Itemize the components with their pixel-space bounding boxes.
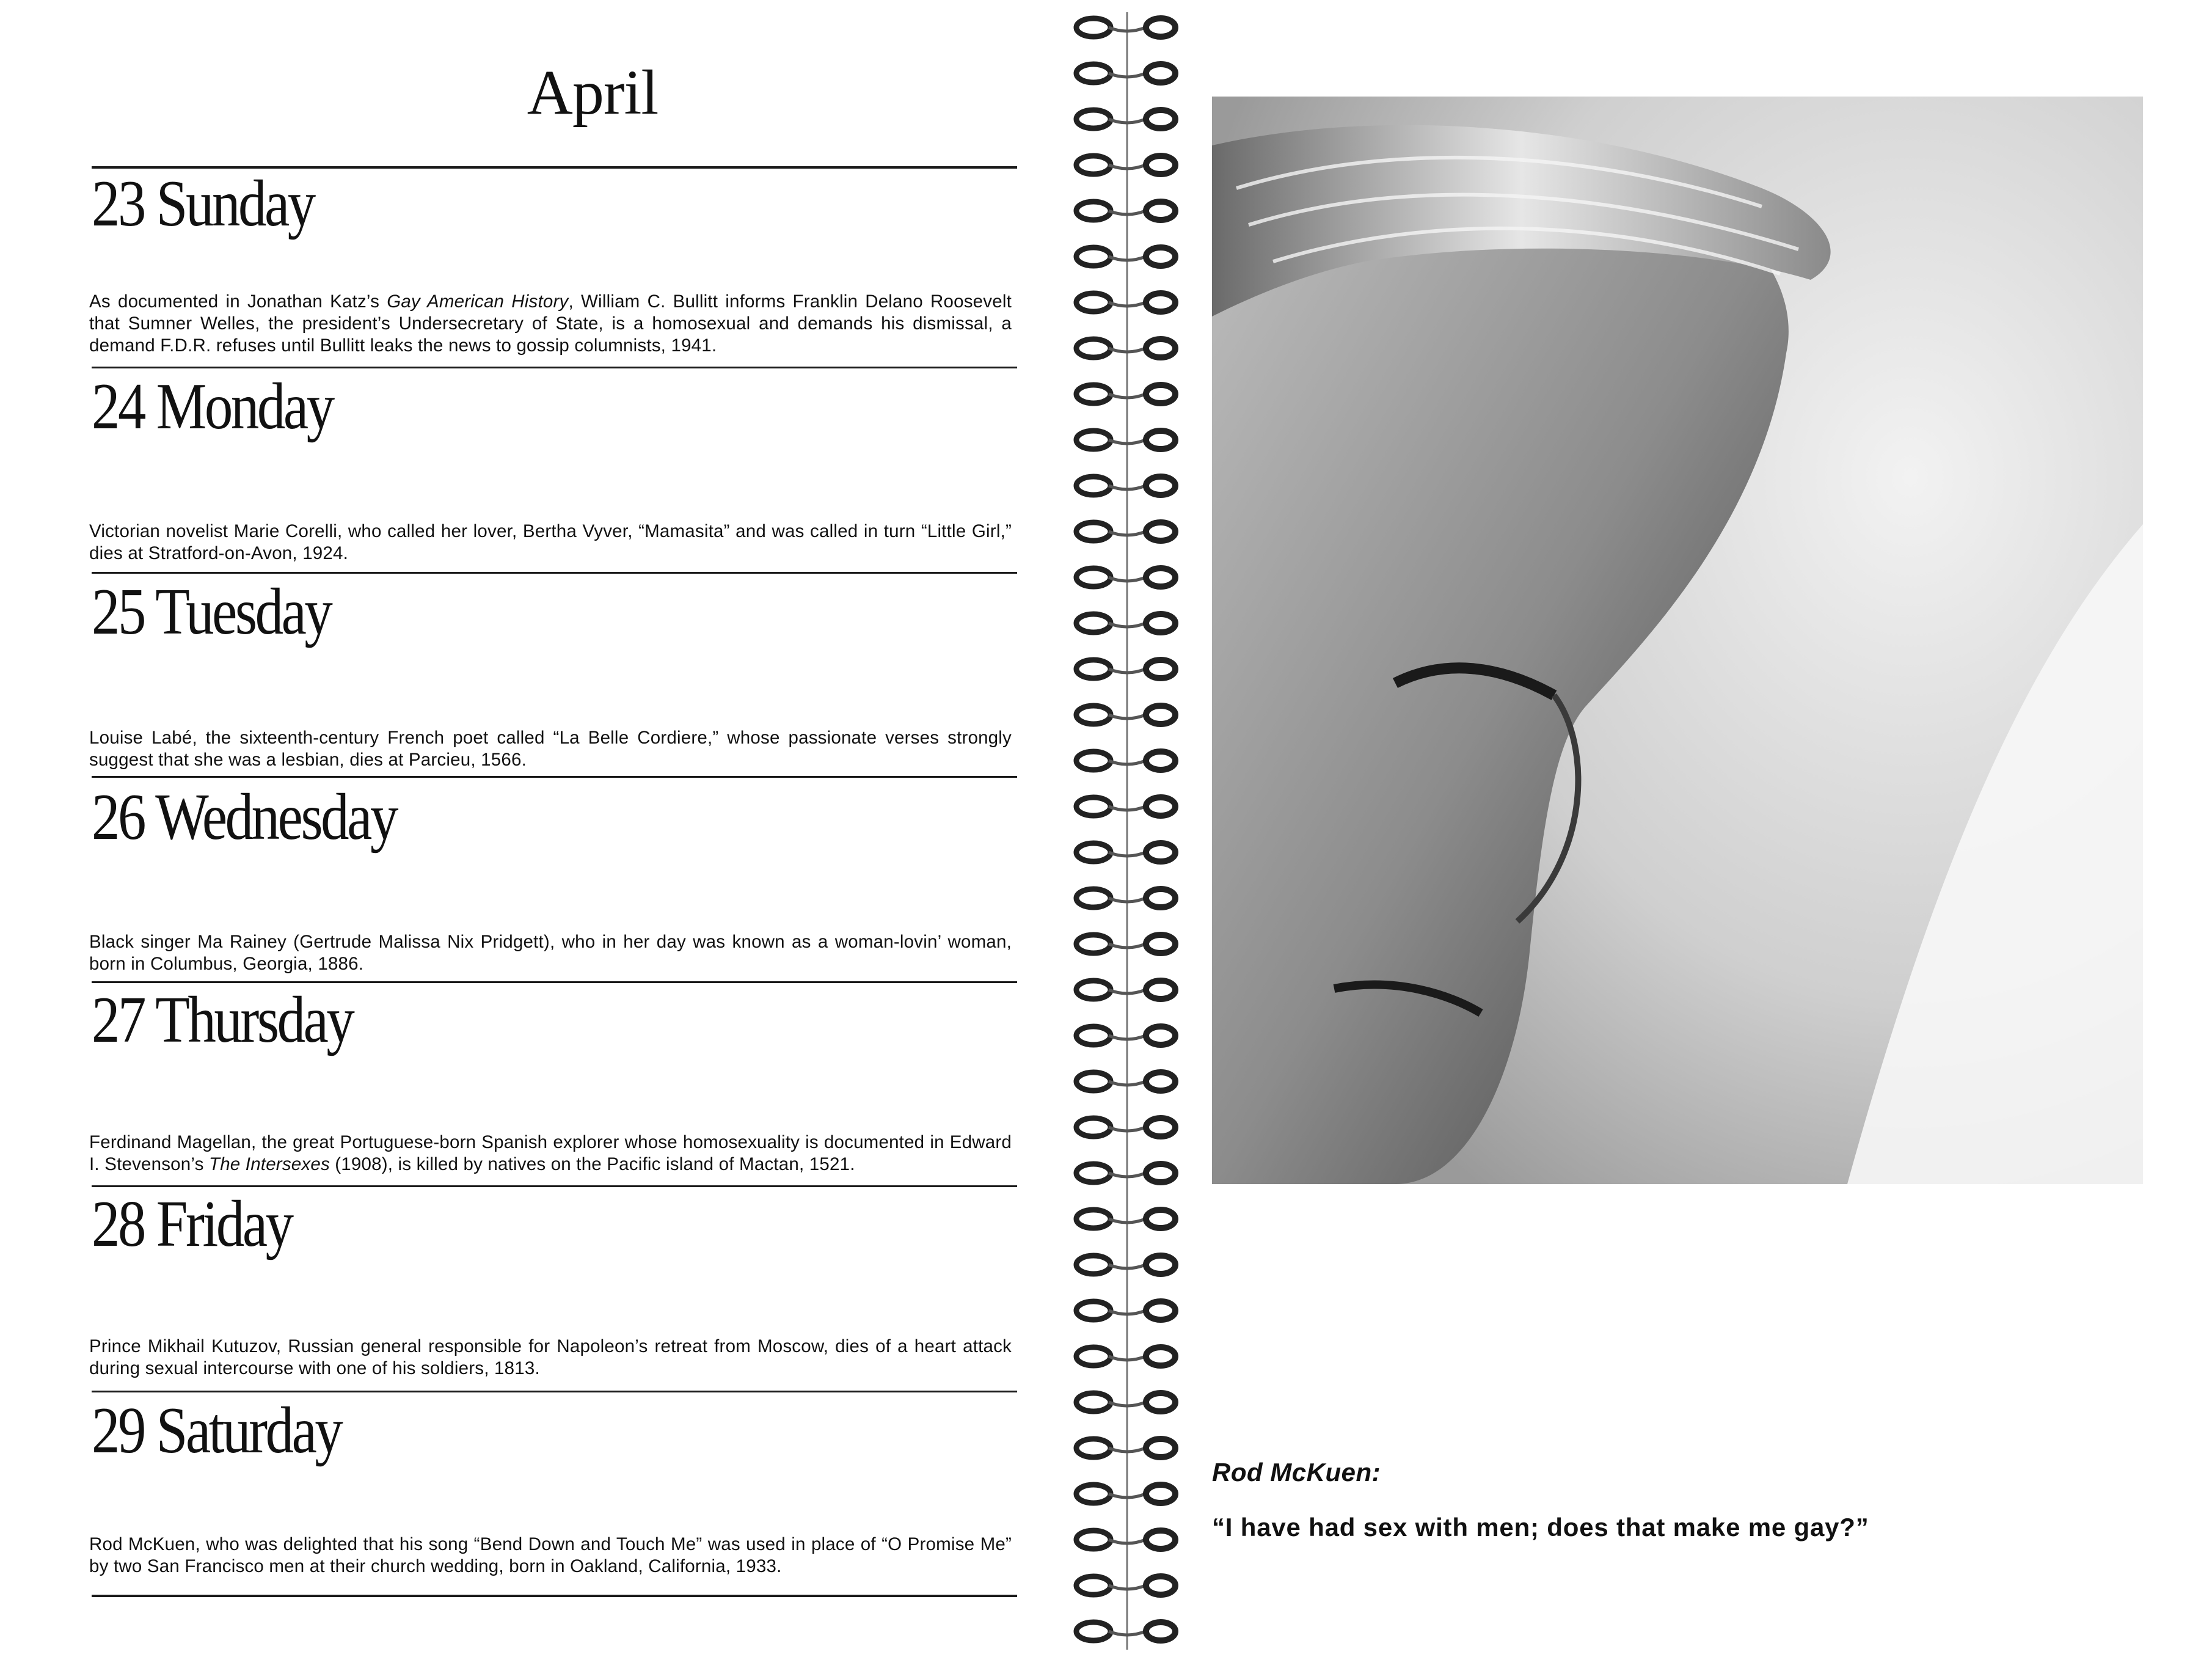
binding-coil bbox=[1076, 1118, 1175, 1136]
binding-coil bbox=[1076, 18, 1175, 37]
binding-coil bbox=[1076, 843, 1175, 861]
binding-coil bbox=[1076, 1026, 1175, 1045]
day-entry-26: Black singer Ma Rainey (Gertrude Malissa Nix Pridgett), who in her day was known as a woman-lovin’ woman, born in Columbus, Georgia, 1886. bbox=[89, 932, 1012, 974]
binding-coil bbox=[1076, 1531, 1175, 1549]
left-page bbox=[0, 0, 1038, 1657]
binding-coil bbox=[1076, 568, 1175, 587]
day-heading-27: 27 Thursday bbox=[92, 984, 353, 1056]
divider bbox=[92, 1391, 1017, 1392]
binding-coil bbox=[1076, 293, 1175, 312]
binding-coil bbox=[1076, 522, 1175, 541]
day-heading-25: 25 Tuesday bbox=[92, 576, 331, 648]
divider bbox=[92, 1595, 1017, 1597]
portrait-image bbox=[1212, 97, 2143, 1184]
binding-coil bbox=[1076, 706, 1175, 724]
month-title: April bbox=[527, 57, 659, 128]
binding-coil bbox=[1076, 889, 1175, 907]
divider bbox=[92, 572, 1017, 574]
binding-coil bbox=[1076, 1485, 1175, 1503]
day-entry-23: As documented in Jonathan Katz’s Gay American History, William C. Bullitt informs Franklin Delano Roosevelt that Sumner Welles, the president’s Undersecretary of State, is a homosexual and demands his dismissal, a demand F.D.R. refuses until Bullitt leaks the news to gossip columnists, 1941. bbox=[89, 291, 1012, 356]
binding-coil bbox=[1076, 797, 1175, 816]
binding-coil bbox=[1076, 1576, 1175, 1595]
day-entry-25: Louise Labé, the sixteenth-century French poet called “La Belle Cordiere,” whose passionate verses strongly suggest that she was a lesbian, dies at Parcieu, 1566. bbox=[89, 728, 1012, 770]
binding-coil bbox=[1076, 156, 1175, 174]
caption-quote: “I have had sex with men; does that make me gay?” bbox=[1212, 1513, 1869, 1542]
day-entry-24: Victorian novelist Marie Corelli, who called her lover, Bertha Vyver, “Mamasita” and was called in turn “Little Girl,” dies at Stratford-on-Avon, 1924. bbox=[89, 521, 1012, 563]
binding-coil bbox=[1076, 1439, 1175, 1457]
day-heading-29: 29 Saturday bbox=[92, 1394, 341, 1467]
binding-coil bbox=[1076, 752, 1175, 770]
portrait-photo bbox=[1212, 97, 2143, 1184]
binding-coil bbox=[1076, 477, 1175, 495]
binding-coil bbox=[1076, 1164, 1175, 1182]
divider bbox=[92, 367, 1017, 368]
day-heading-26: 26 Wednesday bbox=[92, 781, 396, 854]
binding-coil bbox=[1076, 1210, 1175, 1228]
day-entry-28: Prince Mikhail Kutuzov, Russian general responsible for Napoleon’s retreat from Moscow, dies of a heart attack during sexual intercourse with one of his soldiers, 1813. bbox=[89, 1336, 1012, 1378]
binding-coil bbox=[1076, 1622, 1175, 1641]
day-entry-29: Rod McKuen, who was delighted that his song “Bend Down and Touch Me” was used in place of “O Promise Me” by two San Francisco men at their church wedding, born in Oakland, California, 1933. bbox=[89, 1534, 1012, 1576]
day-heading-23: 23 Sunday bbox=[92, 167, 314, 240]
binding-coil bbox=[1076, 1256, 1175, 1274]
binding-coil bbox=[1076, 1301, 1175, 1320]
caption-name: Rod McKuen: bbox=[1212, 1458, 1381, 1487]
binding-coils bbox=[1076, 12, 1175, 1650]
binding-coil bbox=[1076, 1347, 1175, 1366]
divider bbox=[92, 776, 1017, 778]
binding-coil bbox=[1076, 202, 1175, 220]
binding-coil bbox=[1076, 614, 1175, 632]
binding-coil bbox=[1076, 110, 1175, 128]
binding-coil bbox=[1076, 1072, 1175, 1091]
binding-coil bbox=[1076, 247, 1175, 266]
day-heading-24: 24 Monday bbox=[92, 370, 333, 443]
binding-coil bbox=[1076, 981, 1175, 999]
binding-coil bbox=[1076, 660, 1175, 678]
day-heading-28: 28 Friday bbox=[92, 1188, 292, 1260]
binding-coil bbox=[1076, 385, 1175, 403]
spiral-binding bbox=[1066, 0, 1188, 1657]
binding-coil bbox=[1076, 935, 1175, 953]
day-entry-27: Ferdinand Magellan, the great Portuguese-born Spanish explorer whose homosexuality is documented in Edward I. Stevenson’s The Intersexes (1908), is killed by natives on the Pacific island of Mactan, 1521. bbox=[89, 1132, 1012, 1174]
binding-coil bbox=[1076, 1393, 1175, 1411]
binding-coil bbox=[1076, 339, 1175, 357]
binding-coil bbox=[1076, 431, 1175, 449]
binding-coil bbox=[1076, 64, 1175, 82]
